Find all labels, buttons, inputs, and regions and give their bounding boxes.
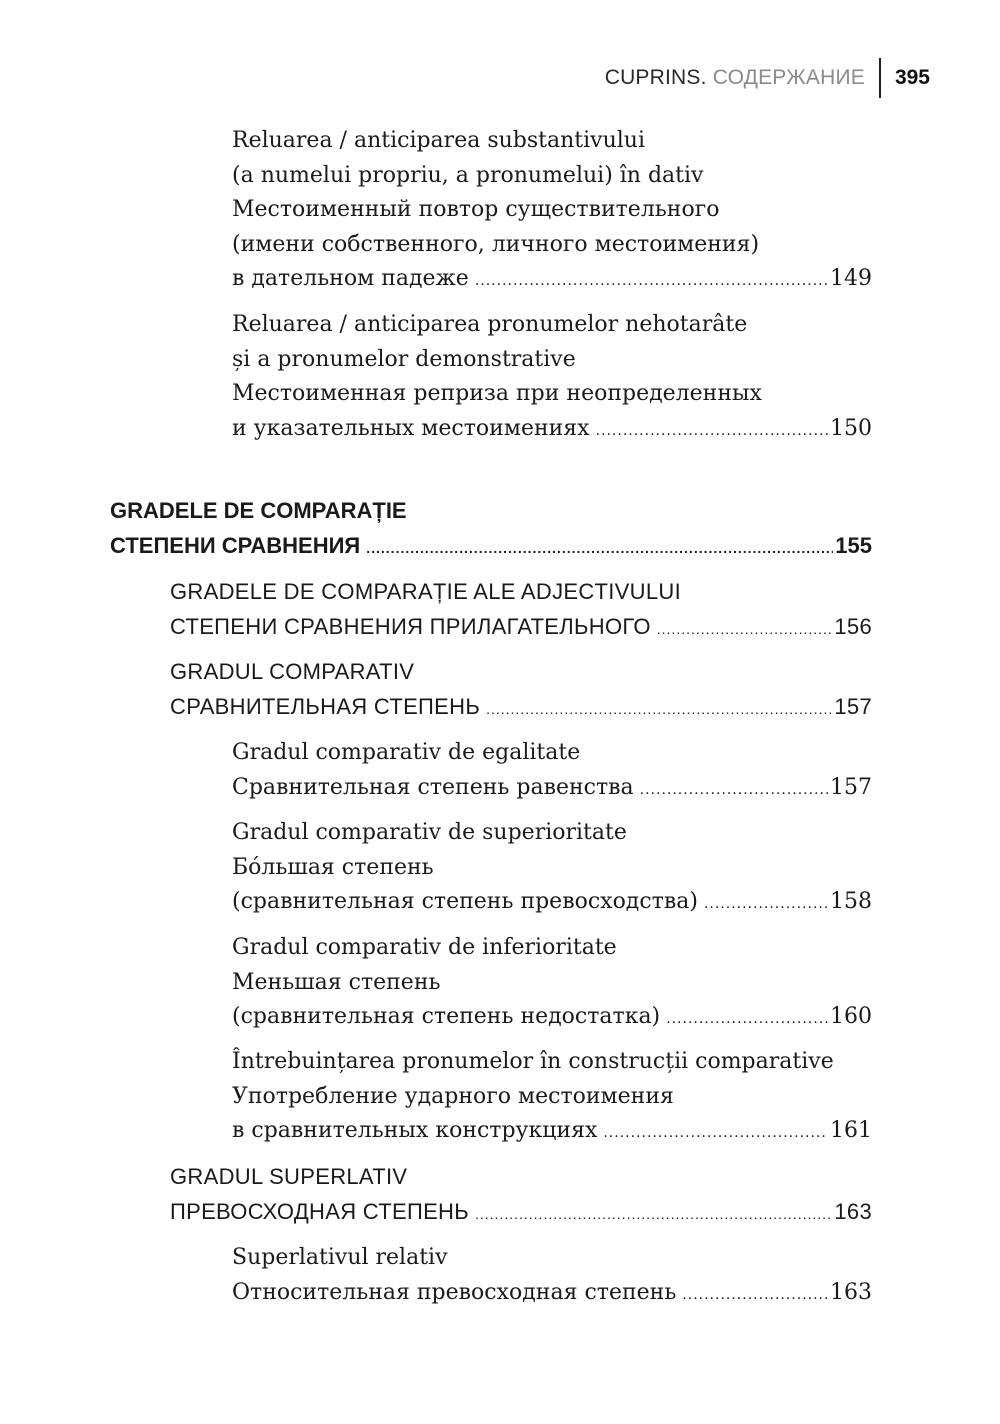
toc-entry-line: Gradul comparativ de inferioritate	[232, 935, 617, 960]
toc-entry-title-end: (сравнительная степень недостатка)	[232, 1004, 661, 1029]
toc-entry-line: Меньшая степень	[232, 969, 441, 995]
toc-entry-title-end: в сравнительных конструкциях	[232, 1118, 598, 1143]
dot-leader	[704, 887, 828, 922]
toc-entry-title-end: (сравнительная степень превосходства)	[232, 889, 698, 914]
toc-entry-title-end: в дательном падеже	[232, 266, 469, 291]
dot-leader	[366, 531, 833, 566]
toc-section-entry[interactable]	[170, 655, 872, 726]
toc-page-number: 157	[830, 774, 872, 800]
toc-entry[interactable]	[232, 736, 872, 807]
dot-leader	[682, 1278, 828, 1313]
toc-section-entry[interactable]	[170, 575, 872, 646]
toc-page-number: 163	[834, 1198, 872, 1224]
dot-leader	[596, 414, 828, 449]
header-divider	[879, 58, 881, 98]
toc-entry-line: Reluarea / anticiparea pronumelor nehotarâte	[232, 312, 748, 337]
toc-page-number: 161	[830, 1118, 872, 1143]
toc-entry-title-end: ПРЕВОСХОДНАЯ СТЕПЕНЬ	[170, 1198, 469, 1224]
dot-leader	[657, 612, 833, 647]
toc-entry[interactable]	[232, 124, 872, 299]
toc-entry-title-end: СТЕПЕНИ СРАВНЕНИЯ	[110, 532, 361, 558]
dot-leader	[475, 264, 828, 299]
toc-chapter-entry[interactable]	[110, 494, 872, 565]
toc-entry-line: GRADUL COMPARATIV	[170, 659, 415, 684]
toc-entry-line: Gradul comparativ de superioritate	[232, 820, 627, 845]
toc-page-number: 155	[835, 532, 872, 558]
toc-entry-title-end: СРАВНИТЕЛЬНАЯ СТЕПЕНЬ	[170, 693, 481, 719]
toc-page-number: 157	[834, 693, 872, 719]
section-subtitle: СОДЕРЖАНИЕ	[712, 66, 865, 89]
toc-entry-title-end: СТЕПЕНИ СРАВНЕНИЯ ПРИЛАГАТЕЛЬНОГО	[170, 613, 651, 639]
toc-entry-line: GRADELE DE COMPARAȚIE ALE ADJECTIVULUI	[170, 579, 682, 604]
toc-entry-title-end: и указательных местоимениях	[232, 415, 590, 441]
toc-page-number: 149	[830, 266, 872, 291]
toc-entry[interactable]	[232, 1045, 872, 1151]
dot-leader	[640, 773, 828, 808]
toc-page-number: 158	[830, 889, 872, 914]
toc-entry[interactable]	[232, 931, 872, 1037]
toc-entry-line: GRADELE DE COMPARAȚIE	[110, 498, 407, 523]
dot-leader	[666, 1002, 828, 1037]
toc-page-number: 160	[830, 1004, 872, 1029]
toc-page-number: 150	[830, 415, 872, 441]
toc-entry[interactable]	[232, 1241, 872, 1312]
toc-entry-line: Întrebuințarea pronumelor în construcții comparative	[232, 1049, 834, 1074]
toc-entry[interactable]	[232, 308, 872, 448]
dot-leader	[603, 1116, 828, 1151]
toc-entry-line: GRADUL SUPERLATIV	[170, 1164, 408, 1189]
toc-entry-line: Superlativul relativ	[232, 1245, 448, 1270]
toc-entry[interactable]	[232, 816, 872, 922]
dot-leader	[486, 692, 832, 727]
toc-entry-line: Местоименный повтор существительного	[232, 197, 720, 222]
toc-entry-line: (имени собственного, личного местоимения)	[232, 231, 760, 257]
toc-entry-line: Бóльшая степень	[232, 854, 434, 880]
toc-page-number: 156	[834, 613, 872, 639]
toc-page-number: 163	[830, 1279, 872, 1305]
dot-leader	[475, 1197, 832, 1232]
toc-entry-line: (a numelui propriu, a pronumelui) în dativ	[232, 162, 704, 188]
toc-entry-title-end: Относительная превосходная степень	[232, 1279, 677, 1305]
page-number: 395	[894, 66, 930, 89]
toc-entry-title-end: Сравнительная степень равенства	[232, 774, 634, 800]
toc-section-entry[interactable]	[170, 1160, 872, 1231]
toc-entry-line: Употребление ударного местоимения	[232, 1083, 674, 1109]
toc-entry-line: și a pronumelor demonstrative	[232, 346, 576, 372]
toc-entry-line: Gradul comparativ de egalitate	[232, 740, 581, 765]
toc-entry-line: Местоименная реприза при неопределенных	[232, 381, 762, 406]
toc-entry-line: Reluarea / anticiparea substantivului	[232, 128, 645, 153]
section-title: CUPRINS. СОДЕРЖАНИЕ	[604, 66, 865, 89]
running-header	[605, 58, 930, 98]
